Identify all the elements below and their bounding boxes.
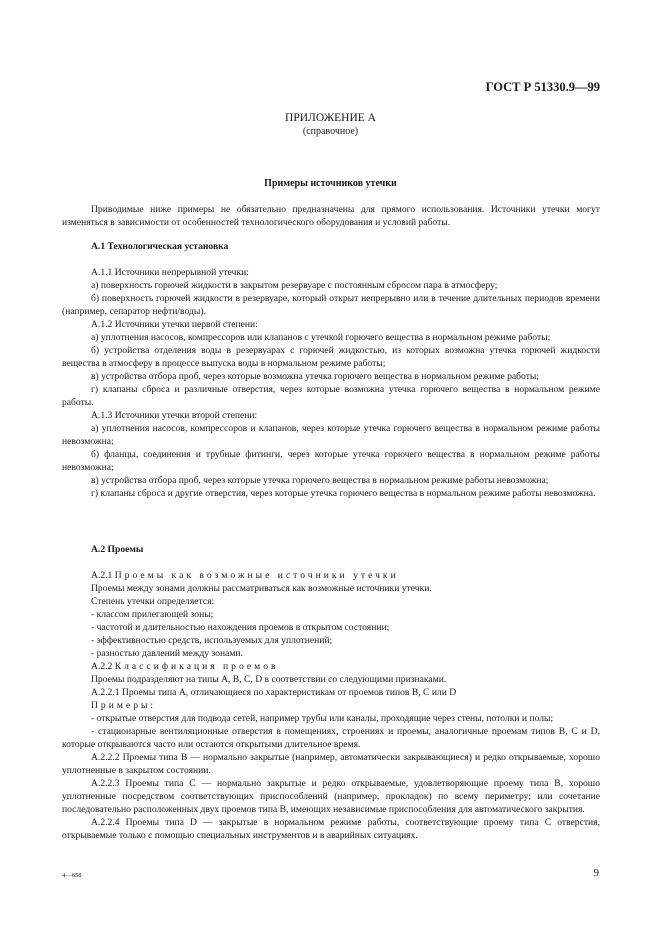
list-item: - эффективностью средств, используемых для уплотнений; <box>91 635 333 646</box>
paragraph: б) фланцы, соединения и трубные фитинги, через которые утечка горючего вещества в нормальном режиме работы невозможна; <box>62 449 600 473</box>
intro-paragraph: Приводимые ниже примеры не обязательно предназначены для прямого использования. Источники утечки могут изменяться в зависимости от особенностей технологического оборудования и условий работы. <box>62 204 600 228</box>
paragraph: в) устройства отбора проб, через которые возможна утечка горючего вещества в нормальном режиме работы; <box>91 371 540 382</box>
paragraph: А.2.2.1 Проемы типа А, отличающиеся по характеристикам от проемов типов В, С или D <box>91 687 457 698</box>
appendix-title: ПРИЛОЖЕНИЕ А <box>285 112 376 124</box>
clause-number: А.2.1 <box>91 570 113 581</box>
document-title: Примеры источников утечки <box>264 178 397 189</box>
appendix-note: (справочное) <box>302 126 359 137</box>
paragraph: А.2.2.4 Проемы типа D — закрытые в нормальном режиме работы, соответствующие проему типа С отверстия, открываемые только с помощью специальных инструментов и в аварийных ситуациях. <box>62 817 600 841</box>
clause-title: Классификация проемов <box>114 661 279 672</box>
section-a1 <box>62 240 600 500</box>
clause-number: А.2.2 <box>91 661 113 672</box>
paragraph: А.1.1 Источники непрерывной утечки: <box>91 267 249 278</box>
paragraph: в) устройства отбора проб, через которые утечка горючего вещества в нормальном режиме работы невозможна; <box>91 475 549 486</box>
paragraph: Проемы между зонами должны рассматриваться как возможные источники утечки. <box>91 583 432 594</box>
paragraph: Проемы подразделяют на типы А, В, С, D в соответствии со следующими признаками. <box>91 674 447 685</box>
paragraph: а) уплотнения насосов, компрессоров и клапанов, через которые утечка горючего вещества в нормальном режиме работы невозможна; <box>62 423 600 447</box>
list-item: - разностью давлений между зонами. <box>91 648 243 659</box>
paragraph: б) поверхность горючей жидкости в резервуаре, который открыт непрерывно или в течение длительных периодов времени (например, сепаратор нефти/воды). <box>62 293 600 317</box>
paragraph: А.2.2.2 Проемы типа В — нормально закрытые (например, автоматически закрывающиеся) и редко открываемые, хорошо уплотненные в закрытом состоянии. <box>62 752 600 776</box>
paragraph: А.1.2 Источники утечки первой степени: <box>91 319 258 330</box>
paragraph <box>62 569 600 582</box>
paragraph: б) устройства отделения воды в резервуарах с горючей жидкостью, из которых возможна утечка горючей жидкости вещества в атмосферу в процессе выпуска воды в нормальном режиме работы; <box>62 345 600 369</box>
section-heading-a2: А.2 Проемы <box>91 544 144 555</box>
paragraph: А.2.2.3 Проемы типа С — нормально закрытые и редко открываемые, удовлетворяющие проему типа В, хорошо уплотненные посредством соответствующих приспособлений (например, прокладок) по всему периметру; или сочетание последовательно расположенных двух проемов типа В, имеющих независимые приспособления для автоматического закрытия. <box>62 778 600 815</box>
list-item: - открытые отверстия для подвода сетей, например трубы или каналы, проходящие через стены, потолки и полы; <box>91 713 554 724</box>
list-item: - частотой и длительностью нахождения проемов в открытом состоянии; <box>91 622 390 633</box>
paragraph <box>62 660 600 673</box>
intro-section <box>62 203 600 229</box>
paragraph: А.1.3 Источники утечки второй степени: <box>91 410 258 421</box>
paragraph: а) поверхность горючей жидкости в закрытом резервуаре с постоянным сбросом пара в атмосферу; <box>91 280 498 291</box>
section-a2 <box>62 543 600 842</box>
section-heading-a1: А.1 Технологическая установка <box>91 241 229 252</box>
paragraph: г) клапаны сброса и другие отверстия, через которые утечка горючего вещества в нормальном режиме работы невозможна. <box>91 488 596 499</box>
gost-header: ГОСТ Р 51330.9—99 <box>485 80 600 94</box>
footer-code: 4—658 <box>62 872 82 879</box>
page-number: 9 <box>593 867 599 879</box>
clause-title: Проемы как возможные источники утечки <box>114 570 399 581</box>
list-item: - стационарные вентиляционные отверстия в помещениях, строениях и проемы, аналогичные проемам типов В, С и D, которые открываются часто или остаются открытыми длительное время. <box>62 726 600 750</box>
list-item: - классом прилегающей зоны; <box>91 609 214 620</box>
paragraph: Степень утечки определяется: <box>91 596 215 607</box>
paragraph: а) уплотнения насосов, компрессоров или клапанов с утечкой горючего вещества в нормальном режиме работы; <box>91 332 551 343</box>
paragraph: г) клапаны сброса и различные отверстия, через которые возможна утечка горючего вещества в нормальном режиме работы. <box>62 384 600 408</box>
examples-label: Примеры: <box>91 700 157 711</box>
